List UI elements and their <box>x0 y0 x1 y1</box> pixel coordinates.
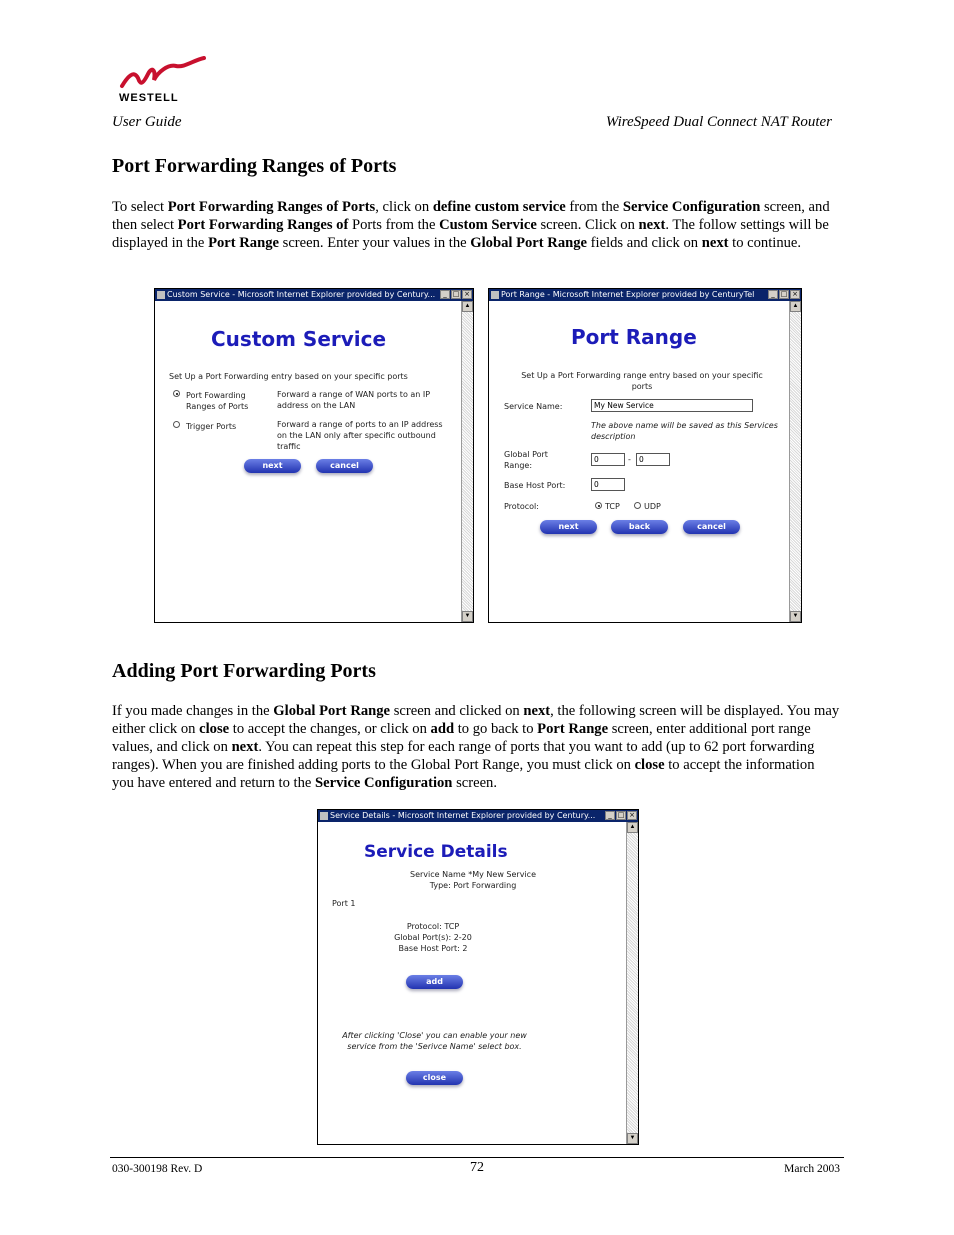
service-name-label: Service Name: <box>504 402 563 411</box>
scroll-down-icon[interactable]: ▼ <box>627 1133 638 1144</box>
maximize-icon[interactable]: □ <box>452 290 460 298</box>
cancel-button[interactable]: cancel <box>316 459 373 473</box>
maximize-icon[interactable]: □ <box>617 811 625 819</box>
service-name-note: The above name will be saved as this Services description <box>591 421 778 441</box>
range-dash: - <box>628 455 631 464</box>
radio-port-forwarding-ranges[interactable] <box>173 390 180 397</box>
minimize-icon[interactable]: _ <box>768 290 778 299</box>
global-port-to-input[interactable]: 0 <box>636 453 670 466</box>
header-right: WireSpeed Dual Connect NAT Router <box>605 114 832 130</box>
add-button[interactable]: add <box>406 975 463 989</box>
base-host-port-input[interactable]: 0 <box>591 478 625 491</box>
vertical-scrollbar[interactable] <box>789 301 801 622</box>
base-host-port-label: Base Host Port: <box>504 481 566 490</box>
ie-icon <box>320 812 328 820</box>
opt2-label: Trigger Ports <box>186 422 237 431</box>
section1-title: Port Forwarding Ranges of Ports <box>112 155 397 177</box>
section2-paragraph: If you made changes in the Global Port Range screen and clicked on next, the following screen will be displayed. You may either click on close to accept the changes, or click on add to go back to Port Range screen, enter additional port range values, and click on next. You can repeat this step for each range of ports that you want to add (up to 62 port forwarding ranges). When you are finished adding ports to the Global Port Range, you must click on close to accept the information you have entered and return to the Service Configuration screen. <box>112 703 840 791</box>
minimize-icon[interactable]: _ <box>440 290 450 299</box>
footer-doc-number: 030-300198 Rev. D <box>112 1163 203 1175</box>
close-icon[interactable]: × <box>627 811 637 820</box>
service-details-heading: Service Details <box>364 842 508 862</box>
radio-udp[interactable] <box>634 502 641 509</box>
radio-trigger-ports[interactable] <box>173 421 180 428</box>
window-titlebar: Port Range - Microsoft Internet Explorer provided by CenturyTel _ □ × <box>489 289 801 301</box>
close-icon[interactable]: × <box>462 290 472 299</box>
close-icon[interactable]: × <box>790 290 800 299</box>
vertical-scrollbar[interactable] <box>461 301 473 622</box>
port-number-text: Port 1 <box>332 899 356 908</box>
base-host-port-text: Base Host Port: 2 <box>398 944 468 953</box>
window-titlebar: Custom Service - Microsoft Internet Explorer provided by Century... _ □ × <box>155 289 473 301</box>
scroll-up-icon[interactable]: ▲ <box>790 301 801 312</box>
minimize-icon[interactable]: _ <box>605 811 615 820</box>
radio-tcp[interactable] <box>595 502 602 509</box>
opt2-desc: Forward a range of ports to an IP address on the LAN only after specific outbound traffic <box>277 420 443 451</box>
close-button[interactable]: close <box>406 1071 463 1085</box>
footer-rule <box>110 1157 844 1158</box>
service-name-input[interactable]: My New Service <box>591 399 753 412</box>
scroll-up-icon[interactable]: ▲ <box>627 822 638 833</box>
section2-title: Adding Port Forwarding Ports <box>112 660 376 682</box>
next-button[interactable]: next <box>244 459 301 473</box>
section1-paragraph: To select Port Forwarding Ranges of Ports, click on define custom service from the Service Configuration screen, and then select Port Forwarding Ranges of Ports from the Custom Service screen. Click on next. The follow settings will be displayed in the Port Range screen. Enter your values in the Global Port Range fields and click on next to continue. <box>112 199 830 251</box>
scroll-down-icon[interactable]: ▼ <box>462 611 473 622</box>
westell-logo-text: WESTELL <box>119 92 179 104</box>
global-ports-text: Global Port(s): 2-20 <box>394 933 472 942</box>
maximize-icon[interactable]: □ <box>780 290 788 298</box>
ie-icon <box>491 291 499 299</box>
custom-service-heading: Custom Service <box>211 327 387 351</box>
cancel-button[interactable]: cancel <box>683 520 740 534</box>
protocol-text: Protocol: TCP <box>406 922 460 931</box>
back-button[interactable]: back <box>611 520 668 534</box>
next-button[interactable]: next <box>540 520 597 534</box>
udp-label: UDP <box>644 502 661 511</box>
tcp-label: TCP <box>605 502 620 511</box>
setup-text: Set Up a Port Forwarding entry based on your specific ports <box>169 372 408 381</box>
custom-service-window <box>154 288 474 623</box>
protocol-label: Protocol: <box>504 502 539 511</box>
header-left: User Guide <box>112 114 182 130</box>
service-type-text: Type: Port Forwarding <box>429 881 517 890</box>
port-range-window <box>488 288 802 623</box>
footer-date: March 2003 <box>784 1163 840 1175</box>
opt1-desc: Forward a range of WAN ports to an IP address on the LAN <box>277 390 431 410</box>
scroll-up-icon[interactable]: ▲ <box>462 301 473 312</box>
setup-text: Set Up a Port Forwarding range entry based on your specific ports <box>521 371 763 391</box>
global-port-range-label: Global Port Range: <box>504 450 548 470</box>
scroll-down-icon[interactable]: ▼ <box>790 611 801 622</box>
service-details-window <box>317 809 639 1145</box>
port-range-heading: Port Range <box>571 325 697 349</box>
global-port-from-input[interactable]: 0 <box>591 453 625 466</box>
window-titlebar: Service Details - Microsoft Internet Explorer provided by Century... _ □ × <box>318 810 638 822</box>
opt1-label: Port Fowarding Ranges of Ports <box>186 391 249 411</box>
after-close-note: After clicking 'Close' you can enable your new service from the 'Serivce Name' select box. <box>342 1031 527 1051</box>
ie-icon <box>157 291 165 299</box>
service-name-text: Service Name *My New Service <box>410 870 536 879</box>
footer-page-number: 72 <box>470 1160 484 1175</box>
